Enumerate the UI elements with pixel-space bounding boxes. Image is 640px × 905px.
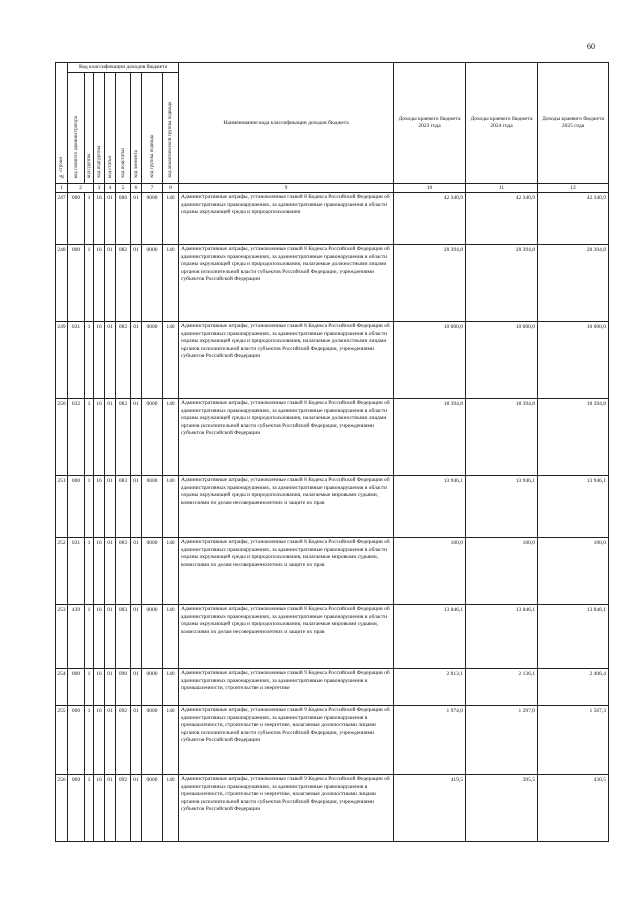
name-cell: Административные штрафы, установленные главой 9 Кодекса Российской Федерации об административных правонарушениях, за административные правонарушения в промышленности, строительстве и энергетике [179, 669, 394, 706]
table-row [56, 399, 609, 476]
row-number-cell: 247 [56, 193, 68, 245]
revenue-2025-cell: 1 567,3 [538, 706, 609, 775]
code-cell: 01 [105, 538, 116, 605]
code-cell: 01 [105, 669, 116, 706]
code-cell: 01 [105, 322, 116, 399]
page-number: 60 [587, 42, 595, 51]
code-cell: 140 [163, 538, 179, 605]
row-number-header: № строки [56, 63, 68, 184]
table-row [56, 476, 609, 538]
code-cell: 083 [116, 476, 131, 538]
name-header: Наименование кода классификации доходов бюджета [179, 63, 394, 184]
revenue-2024-header: Доходы краевого бюджета 2024 года [466, 63, 538, 184]
code-cell: 01 [131, 399, 142, 476]
column-number: 8 [163, 184, 179, 193]
revenue-2023-cell: 2 813,1 [394, 669, 466, 706]
code-cell: 092 [116, 706, 131, 775]
code-cell: 140 [163, 399, 179, 476]
code-column-header: код группы подвида [142, 73, 163, 184]
code-cell: 1 [85, 399, 94, 476]
code-cell: 082 [116, 322, 131, 399]
revenue-2024-cell: 13 846,1 [466, 605, 538, 669]
code-cell: 1 [85, 476, 94, 538]
classification-group-header: Код классификации доходов бюджета [68, 63, 179, 73]
code-cell: 0000 [142, 669, 163, 706]
code-cell: 140 [163, 605, 179, 669]
code-cell: 16 [94, 775, 105, 842]
column-number: 9 [179, 184, 394, 193]
table-row [56, 605, 609, 669]
code-cell: 140 [163, 245, 179, 322]
code-cell: 01 [105, 193, 116, 245]
code-cell: 01 [131, 538, 142, 605]
code-cell: 083 [116, 605, 131, 669]
revenue-2025-cell: 2 406,4 [538, 669, 609, 706]
revenue-2025-cell: 430,5 [538, 775, 609, 842]
revenue-2025-cell: 28 394,8 [538, 245, 609, 322]
name-cell: Административные штрафы, установленные главой 8 Кодекса Российской Федерации об административных правонарушениях, за административные правонарушения в области охраны окружающей среды и природопользования, налагаемые мировыми судьями, комиссиями по делам несовершеннолетних и защите их прав [179, 476, 394, 538]
row-number-cell: 250 [56, 399, 68, 476]
column-number: 5 [116, 184, 131, 193]
code-cell: 140 [163, 193, 179, 245]
revenue-2023-cell: 28 394,8 [394, 245, 466, 322]
row-number-cell: 251 [56, 476, 68, 538]
code-cell: 01 [131, 669, 142, 706]
code-cell: 01 [131, 706, 142, 775]
revenue-2025-cell: 18 394,8 [538, 399, 609, 476]
revenue-2023-cell: 18 394,8 [394, 399, 466, 476]
row-number-cell: 254 [56, 669, 68, 706]
revenue-2023-header: Доходы краевого бюджета 2023 года [394, 63, 466, 184]
code-column-header: код статьи [105, 73, 116, 184]
code-cell: 01 [105, 476, 116, 538]
name-cell: Административные штрафы, установленные главой 8 Кодекса Российской Федерации об административных правонарушениях, за административные правонарушения в области охраны окружающей среды и природопользования, налагаемые должностными лицами органов исполнительной власти субъектов Российской Федерации, учреждениями субъектов Российской Федерации [179, 322, 394, 399]
column-number: 3 [94, 184, 105, 193]
code-column-header: код главного администратора [68, 73, 85, 184]
code-cell: 031 [68, 538, 85, 605]
code-cell: 16 [94, 538, 105, 605]
column-number: 6 [131, 184, 142, 193]
table-row [56, 538, 609, 605]
row-number-cell: 255 [56, 706, 68, 775]
revenue-2024-cell: 395,5 [466, 775, 538, 842]
table-row [56, 193, 609, 245]
name-cell: Административные штрафы, установленные главой 8 Кодекса Российской Федерации об административных правонарушениях, за административные правонарушения в области охраны окружающей среды и природопользования, налагаемые должностными лицами органов исполнительной власти субъектов Российской Федерации, учреждениями субъектов Российской Федерации [179, 245, 394, 322]
name-cell: Административные штрафы, установленные главой 9 Кодекса Российской Федерации об административных правонарушениях, за административные правонарушения в промышленности, строительстве и энергетике, налагаемые должностными лицами органов исполнительной власти субъектов Российской Федерации, учреждениями субъектов Российской Федерации [179, 775, 394, 842]
table-row [56, 775, 609, 842]
code-cell: 16 [94, 399, 105, 476]
code-cell: 0000 [142, 322, 163, 399]
code-cell: 1 [85, 605, 94, 669]
code-cell: 01 [105, 245, 116, 322]
code-column-header: код группы [85, 73, 94, 184]
code-cell: 01 [105, 706, 116, 775]
table-row [56, 669, 609, 706]
column-number: 11 [466, 184, 538, 193]
code-cell: 01 [131, 476, 142, 538]
code-cell: 000 [68, 245, 85, 322]
code-cell: 0000 [142, 775, 163, 842]
code-cell: 16 [94, 605, 105, 669]
code-cell: 0000 [142, 245, 163, 322]
code-cell: 032 [68, 399, 85, 476]
revenue-2025-cell: 42 340,9 [538, 193, 609, 245]
table-body [56, 193, 609, 842]
code-cell: 1 [85, 706, 94, 775]
code-cell: 0000 [142, 193, 163, 245]
code-cell: 16 [94, 476, 105, 538]
revenue-2024-cell: 2 136,1 [466, 669, 538, 706]
code-cell: 01 [131, 245, 142, 322]
code-column-header: код подстатьи [116, 73, 131, 184]
name-cell: Административные штрафы, установленные главой 8 Кодекса Российской Федерации об административных правонарушениях, за административные правонарушения в области охраны окружающей среды и природопользования, налагаемые мировыми судьями, комиссиями по делам несовершеннолетних и защите их прав [179, 605, 394, 669]
revenue-2025-cell: 13 946,1 [538, 476, 609, 538]
revenue-table [55, 62, 609, 842]
code-cell: 140 [163, 322, 179, 399]
code-cell: 1 [85, 193, 94, 245]
code-cell: 01 [131, 193, 142, 245]
code-cell: 16 [94, 245, 105, 322]
code-cell: 439 [68, 605, 85, 669]
code-cell: 0000 [142, 706, 163, 775]
row-number-cell: 256 [56, 775, 68, 842]
code-cell: 01 [105, 775, 116, 842]
code-cell: 000 [68, 669, 85, 706]
name-cell: Административные штрафы, установленные главой 8 Кодекса Российской Федерации об административных правонарушениях, за административные правонарушения в области охраны окружающей среды и природопользования, налагаемые должностными лицами органов исполнительной власти субъектов Российской Федерации, учреждениями субъектов Российской Федерации [179, 399, 394, 476]
column-number-row [56, 184, 609, 193]
column-number: 7 [142, 184, 163, 193]
code-cell: 082 [116, 399, 131, 476]
code-cell: 031 [68, 322, 85, 399]
table-row [56, 245, 609, 322]
column-number: 1 [56, 184, 68, 193]
revenue-2025-header: Доходы краевого бюджета 2025 года [538, 63, 609, 184]
code-cell: 0000 [142, 605, 163, 669]
code-cell: 01 [131, 322, 142, 399]
row-number-cell: 248 [56, 245, 68, 322]
code-cell: 082 [116, 245, 131, 322]
code-cell: 1 [85, 538, 94, 605]
table-row [56, 706, 609, 775]
code-cell: 16 [94, 669, 105, 706]
revenue-2023-cell: 419,5 [394, 775, 466, 842]
code-cell: 0000 [142, 538, 163, 605]
column-number: 10 [394, 184, 466, 193]
revenue-2023-cell: 10 000,0 [394, 322, 466, 399]
revenue-2025-cell: 13 846,1 [538, 605, 609, 669]
code-cell: 0000 [142, 476, 163, 538]
column-number: 12 [538, 184, 609, 193]
revenue-2024-cell: 28 394,8 [466, 245, 538, 322]
row-number-cell: 249 [56, 322, 68, 399]
code-cell: 080 [116, 193, 131, 245]
code-cell: 140 [163, 669, 179, 706]
code-cell: 1 [85, 322, 94, 399]
code-column-header: код элемента [131, 73, 142, 184]
code-cell: 16 [94, 706, 105, 775]
code-cell: 140 [163, 775, 179, 842]
revenue-2025-cell: 100,0 [538, 538, 609, 605]
row-number-cell: 252 [56, 538, 68, 605]
table-row [56, 322, 609, 399]
revenue-2023-cell: 100,0 [394, 538, 466, 605]
code-cell: 01 [105, 605, 116, 669]
revenue-2024-cell: 42 340,9 [466, 193, 538, 245]
code-cell: 140 [163, 476, 179, 538]
code-cell: 1 [85, 775, 94, 842]
name-cell: Административные штрафы, установленные главой 8 Кодекса Российской Федерации об административных правонарушениях, за административные правонарушения в области охраны окружающей среды и природопользования, налагаемые мировыми судьями, комиссиями по делам несовершеннолетних и защите их прав [179, 538, 394, 605]
revenue-2023-cell: 42 340,9 [394, 193, 466, 245]
code-cell: 1 [85, 669, 94, 706]
code-cell: 01 [131, 775, 142, 842]
revenue-2024-cell: 13 946,1 [466, 476, 538, 538]
name-cell: Административные штрафы, установленные главой 9 Кодекса Российской Федерации об административных правонарушениях, за административные правонарушения в промышленности, строительстве и энергетике, налагаемые должностными лицами органов исполнительной власти субъектов Российской Федерации, учреждениями субъектов Российской Федерации [179, 706, 394, 775]
code-cell: 090 [116, 669, 131, 706]
revenue-2024-cell: 10 000,0 [466, 322, 538, 399]
code-cell: 1 [85, 245, 94, 322]
revenue-2024-cell: 1 297,0 [466, 706, 538, 775]
code-cell: 16 [94, 193, 105, 245]
code-cell: 01 [105, 399, 116, 476]
code-column-header: код аналитической группы подвида [163, 73, 179, 184]
code-cell: 0000 [142, 399, 163, 476]
code-cell: 069 [68, 775, 85, 842]
revenue-2023-cell: 13 846,1 [394, 605, 466, 669]
revenue-2023-cell: 1 974,0 [394, 706, 466, 775]
code-cell: 140 [163, 706, 179, 775]
code-cell: 01 [131, 605, 142, 669]
code-cell: 092 [116, 775, 131, 842]
revenue-2024-cell: 18 394,8 [466, 399, 538, 476]
revenue-2024-cell: 100,0 [466, 538, 538, 605]
revenue-2025-cell: 10 000,0 [538, 322, 609, 399]
code-cell: 000 [68, 193, 85, 245]
code-cell: 16 [94, 322, 105, 399]
revenue-2023-cell: 13 946,1 [394, 476, 466, 538]
column-number: 2 [68, 184, 94, 193]
code-cell: 000 [68, 476, 85, 538]
row-number-cell: 253 [56, 605, 68, 669]
code-column-header: код подгруппы [94, 73, 105, 184]
code-cell: 083 [116, 538, 131, 605]
code-cell: 000 [68, 706, 85, 775]
name-cell: Административные штрафы, установленные главой 8 Кодекса Российской Федерации об административных правонарушениях, за административные правонарушения в области охраны окружающей среды и природопользования [179, 193, 394, 245]
column-number: 4 [105, 184, 116, 193]
